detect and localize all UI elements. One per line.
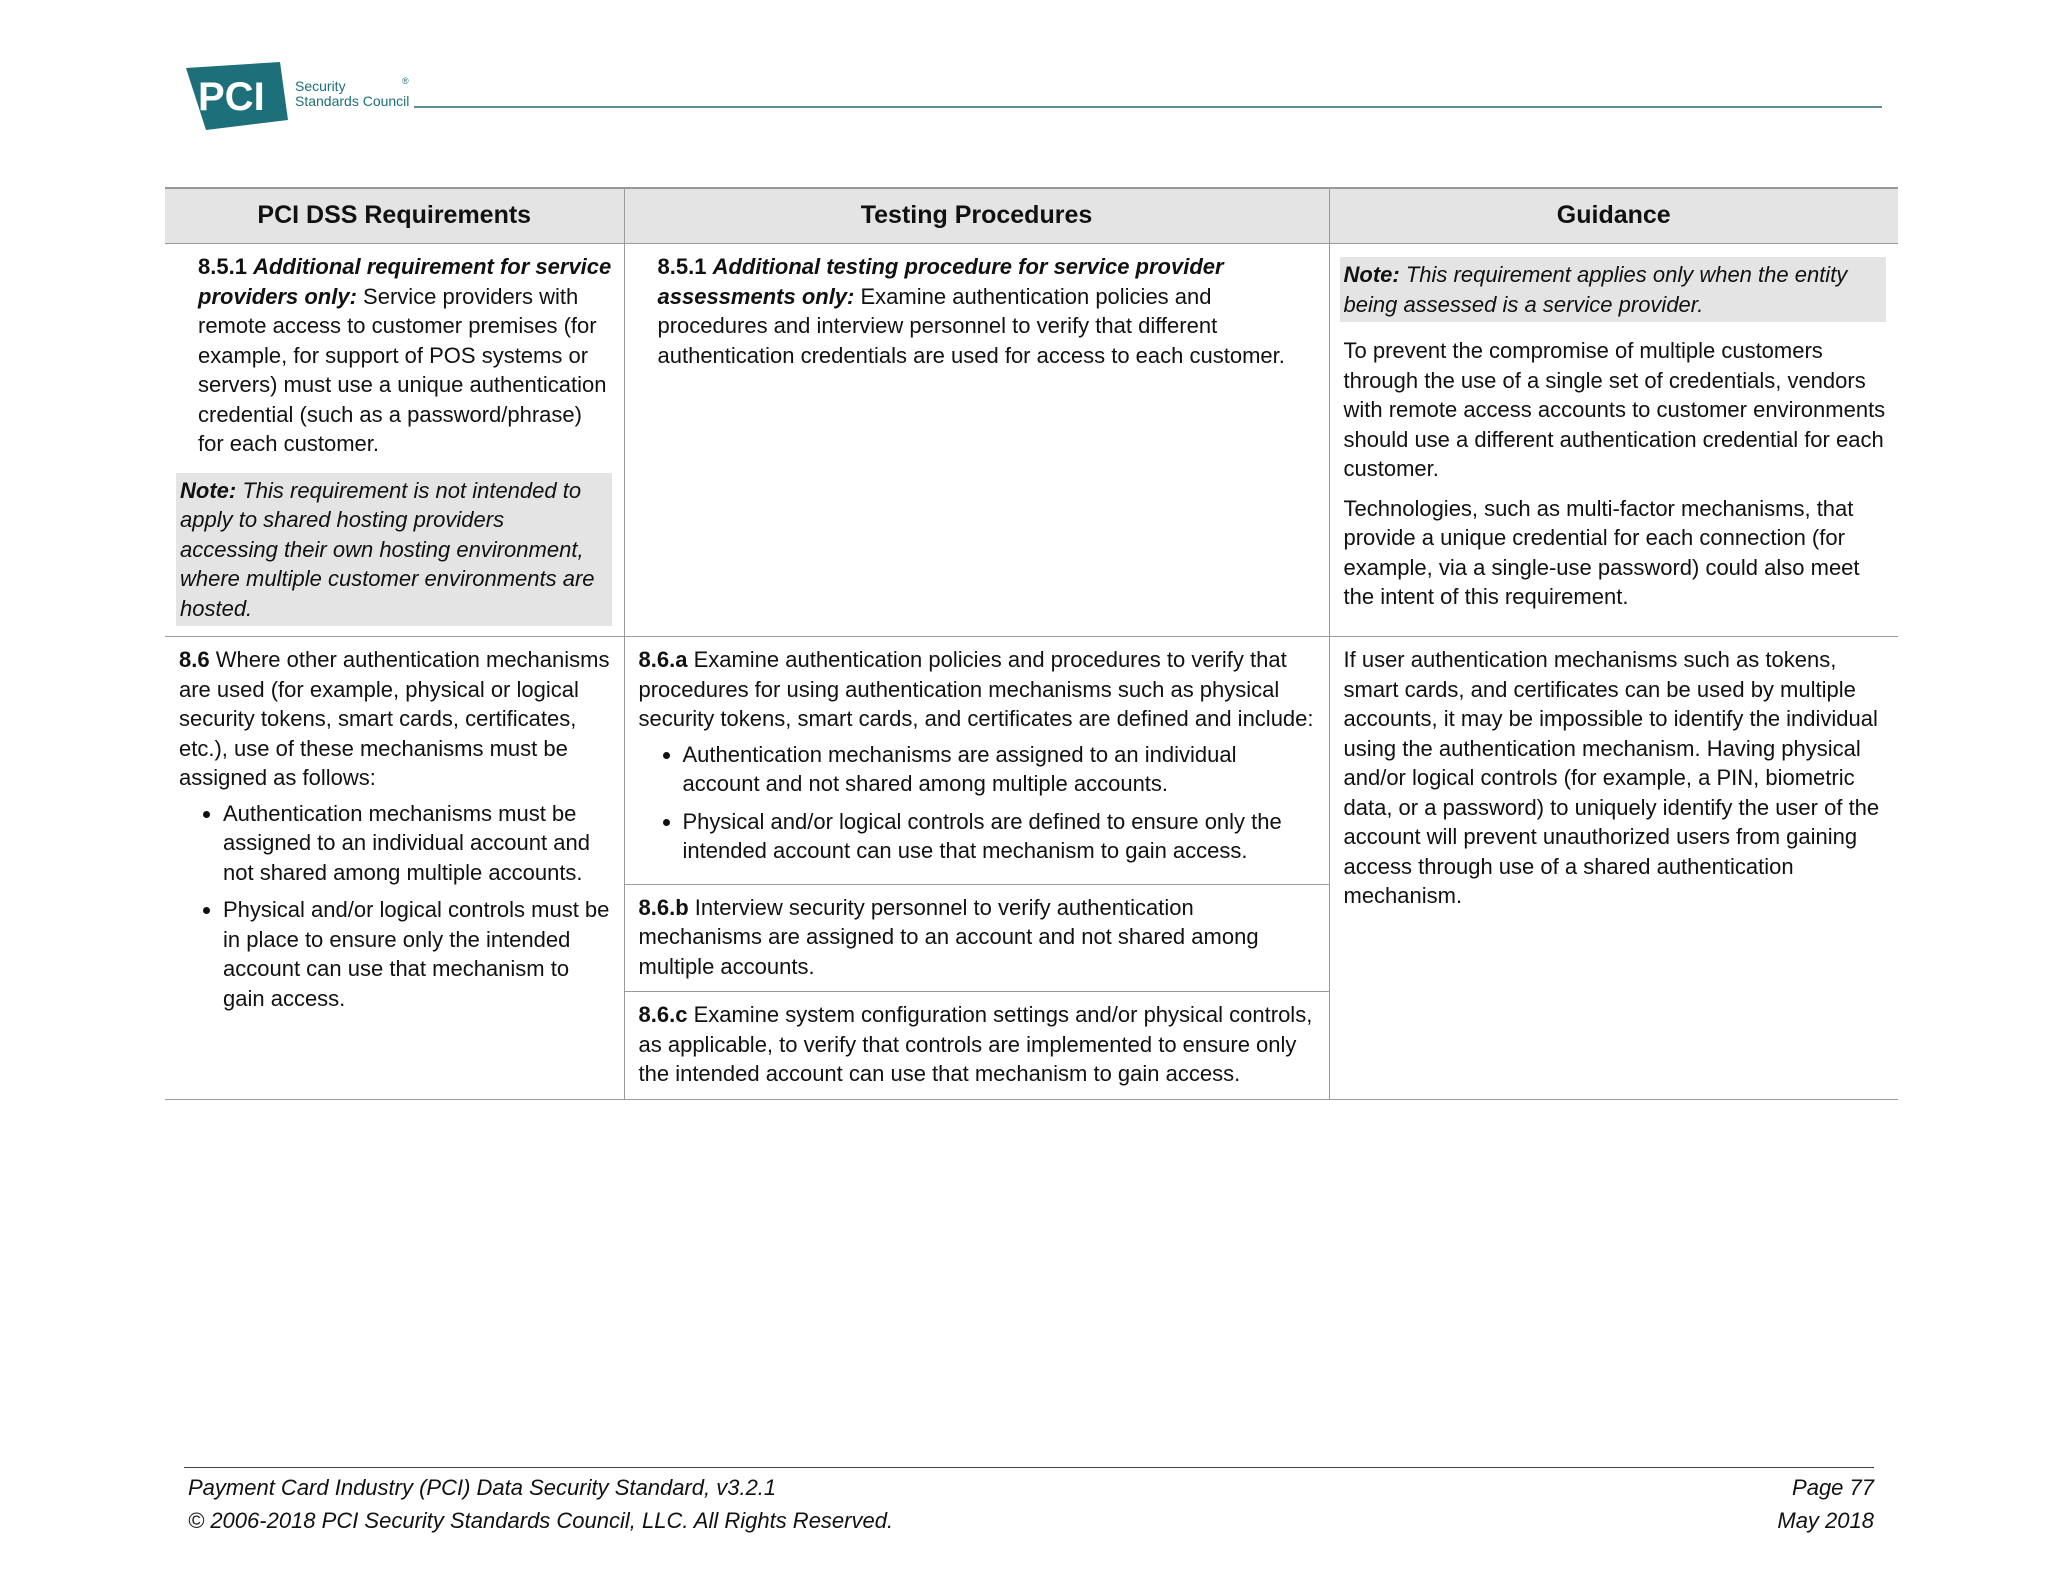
testing-id: 8.6.a: [638, 647, 688, 672]
guidance-paragraph: Technologies, such as multi-factor mechanisms, that provide a unique credential for each connection (for example, via a single-use password) could also meet the intent of this requirement.: [1343, 495, 1860, 609]
page-number: Page 77: [1792, 1475, 1874, 1500]
note-text: This requirement is not intended to apply to shared hosting providers accessing their own hosting environment, where multiple customer environments are hosted.: [180, 477, 595, 621]
requirement-cell-8-6: [165, 637, 624, 1100]
column-header-guidance: Guidance: [1329, 188, 1898, 244]
logo-mark: PCI: [198, 75, 265, 119]
testing-cell-8-6-b: [624, 884, 1329, 992]
guidance-cell-8-6: [1329, 637, 1898, 1100]
table-row: [165, 244, 1898, 637]
testing-cell-8-5-1: [624, 244, 1329, 637]
guidance-note-label: Note:: [1343, 262, 1400, 287]
list-item: • Authentication mechanisms must be assigned to an individual account and not shared among multiple accounts.: [223, 799, 612, 888]
requirement-id: 8.6: [179, 647, 210, 672]
requirement-id: 8.5.1: [198, 254, 247, 279]
requirement-note: [176, 473, 612, 627]
page-footer: [188, 1471, 1874, 1537]
testing-cell-8-6-c: [624, 992, 1329, 1100]
requirements-table: [165, 187, 1898, 1100]
list-item: • Physical and/or logical controls must be in place to ensure only the intended account can use that mechanism to gain access.: [223, 895, 612, 1013]
testing-body: Examine authentication policies and procedures and interview personnel to verify that different authentication credentials are used for access to each customer.: [657, 283, 1285, 368]
testing-id: 8.6.b: [638, 894, 689, 920]
footer-right: [1777, 1471, 1874, 1537]
guidance-note-text: This requirement applies only when the entity being assessed is a service provider.: [1343, 262, 1848, 317]
requirement-text: [179, 645, 612, 793]
footer-rule: [184, 1467, 1874, 1468]
column-header-testing: Testing Procedures: [624, 188, 1329, 244]
footer-title: Payment Card Industry (PCI) Data Security Standard, v3.2.1: [188, 1475, 777, 1500]
footer-copyright: © 2006-2018 PCI Security Standards Council, LLC. All Rights Reserved.: [188, 1508, 894, 1533]
logo-text-line2: Standards Council: [295, 93, 410, 109]
table-header-row: [165, 188, 1898, 244]
list-item: • Physical and/or logical controls are defined to ensure only the intended account can use that mechanism to gain access.: [683, 807, 1317, 866]
requirement-body: Service providers with remote access to customer premises (for example, for support of POS systems or servers) must use a unique authentication credential (such as a password/phrase) for each customer.: [198, 283, 607, 456]
logo-text-line1: Security: [295, 78, 346, 94]
column-header-requirements: PCI DSS Requirements: [165, 188, 624, 244]
requirement-bullets: [179, 799, 612, 1014]
requirement-text: [198, 252, 612, 459]
note-label: Note:: [180, 477, 237, 503]
testing-body: Examine authentication policies and procedures to verify that procedures for using authentication mechanisms such as physical security tokens, smart cards, and certificates are defined and include:: [638, 647, 1314, 731]
testing-bullets: [639, 740, 1317, 866]
footer-date: May 2018: [1777, 1508, 1874, 1533]
testing-id: 8.6.c: [638, 1002, 688, 1027]
testing-body: Examine system configuration settings and/or physical controls, as applicable, to verify that controls are implemented to ensure only the intended account can use that mechanism to gain access.: [638, 1002, 1313, 1086]
table-row: [165, 637, 1898, 885]
list-item: • Authentication mechanisms are assigned to an individual account and not shared among multiple accounts.: [683, 740, 1317, 799]
testing-cell-8-6-a: [624, 637, 1329, 885]
requirement-cell-8-5-1: [165, 244, 624, 637]
testing-id: 8.5.1: [657, 254, 707, 279]
testing-lead: Additional testing procedure for service provider assessments only:: [657, 254, 1224, 309]
header-rule: [414, 106, 1882, 108]
testing-body: Interview security personnel to verify authentication mechanisms are assigned to an account and not shared among multiple accounts.: [638, 894, 1259, 979]
registered-mark: ®: [402, 76, 409, 86]
requirement-lead: Additional requirement for service providers only:: [198, 254, 612, 309]
guidance-paragraph: To prevent the compromise of multiple customers through the use of a single set of credentials, vendors with remote access accounts to customer environments should use a different authentication credential for each customer.: [1343, 338, 1886, 481]
guidance-cell-8-5-1: [1329, 244, 1898, 637]
logo-text: [295, 79, 409, 109]
guidance-paragraph: If user authentication mechanisms such as tokens, smart cards, and certificates can be used by multiple accounts, it may be impossible to identify the individual using the authentication mechanism. Having physical and/or logical controls (for example, a PIN, biometric data, or a password) to uniquely identify the user of the account will prevent unauthorized users from gaining access through use of a shared authentication mechanism.: [1343, 647, 1880, 908]
guidance-note: [1340, 257, 1887, 322]
requirement-body: Where other authentication mechanisms are used (for example, physical or logical security tokens, smart cards, certificates, etc.), use of these mechanisms must be assigned as follows:: [179, 647, 610, 790]
